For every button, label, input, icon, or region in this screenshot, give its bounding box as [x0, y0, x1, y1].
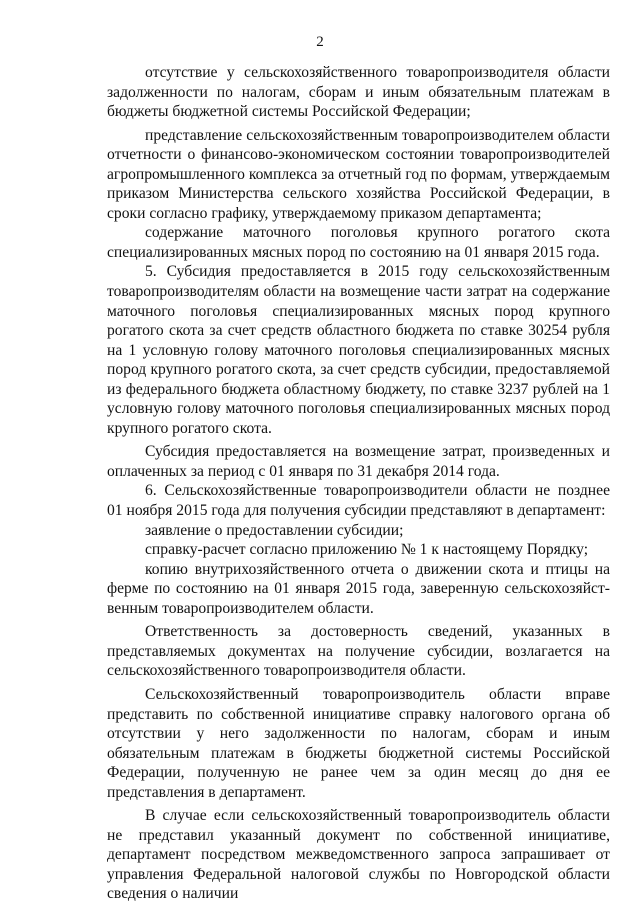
paragraph-interagency-request: В случае если сельскохозяйственный товаропроизводитель области не представил указанный документ по собственной инициативе, департамент посредством межведомственного запроса запрашивает от управления Федеральной налоговой службы по Новгородской области сведения о наличии	[107, 807, 610, 903]
paragraph-item-5: 5. Субсидия предоставляется в 2015 году сельскохозяйственным товаропроизводителям области на возмещение части затрат на содержание маточного поголовья специализированных мясных пород крупного рогатого скота за счет средств областного бюджета по ставке 30254 рубля на 1 условную голову маточного поголовья специализированных мясных пород крупного рогатого скота, за счет средств субсидии, предоставляемой из федерального бюджета областному бюджету, по ставке 3237 рублей на 1 условную голову маточного поголовья специализированных мясных пород крупного рогатого скота.	[107, 263, 610, 437]
paragraph-farm-report-copy: копию внутрихозяйственного отчета о движении скота и птицы на ферме по состоянию на 01 января 2015 года, заверенную сельскохозяйственным товаропроизводителем области.	[107, 560, 610, 617]
page-number: 2	[316, 34, 324, 50]
paragraph-livestock-condition: содержание маточного поголовья крупного рогатого скота специализированных мясных пород по состоянию на 01 января 2015 года.	[107, 224, 610, 261]
paragraph-tax-certificate: Сельскохозяйственный товаропроизводитель области вправе представить по собственной инициативе справку налогового органа об отсутствии у него задолженности по налогам, сборам и иным обязательным платежам в бюджеты бюджетной системы Российской Федерации, полученную не ранее чем за один месяц до дня ее представления в департамент.	[107, 685, 610, 801]
paragraph-tax-debt-condition: отсутствие у сельскохозяйственного товаропроизводителя области задолженности по налогам, сборам и иным обязательным платежам в бюджеты бюджетной системы Российской Федерации;	[107, 64, 610, 121]
paragraph-calculation-certificate: справку-расчет согласно приложению № 1 к настоящему Порядку;	[145, 541, 589, 559]
paragraph-application: заявление о предоставлении субсидии;	[145, 521, 404, 539]
document-body	[107, 63, 610, 904]
paragraph-responsibility: Ответственность за достоверность сведений, указанных в представляемых документах на получение субсидии, возлагается на сельскохозяйственного товаропроизводителя области.	[107, 623, 610, 680]
paragraph-reporting-condition: представление сельскохозяйственным товаропроизводителем области отчетности о финансово-экономическом состоянии товаропроизводителей агропромышленного комплекса за отчетный год по формам, утверждаемым приказом Министерства сельского хозяйства Российской Федерации, в сроки согласно графику, утверждаемому приказом департамента;	[107, 126, 610, 222]
paragraph-cost-period: Субсидия предоставляется на возмещение затрат, произведенных и оплаченных за период с 01 января по 31 декабря 2014 года.	[107, 443, 610, 480]
paragraph-item-6: 6. Сельскохозяйственные товаропроизводители области не позднее 01 ноября 2015 года для получения субсидии представляют в департамент:	[107, 482, 610, 520]
